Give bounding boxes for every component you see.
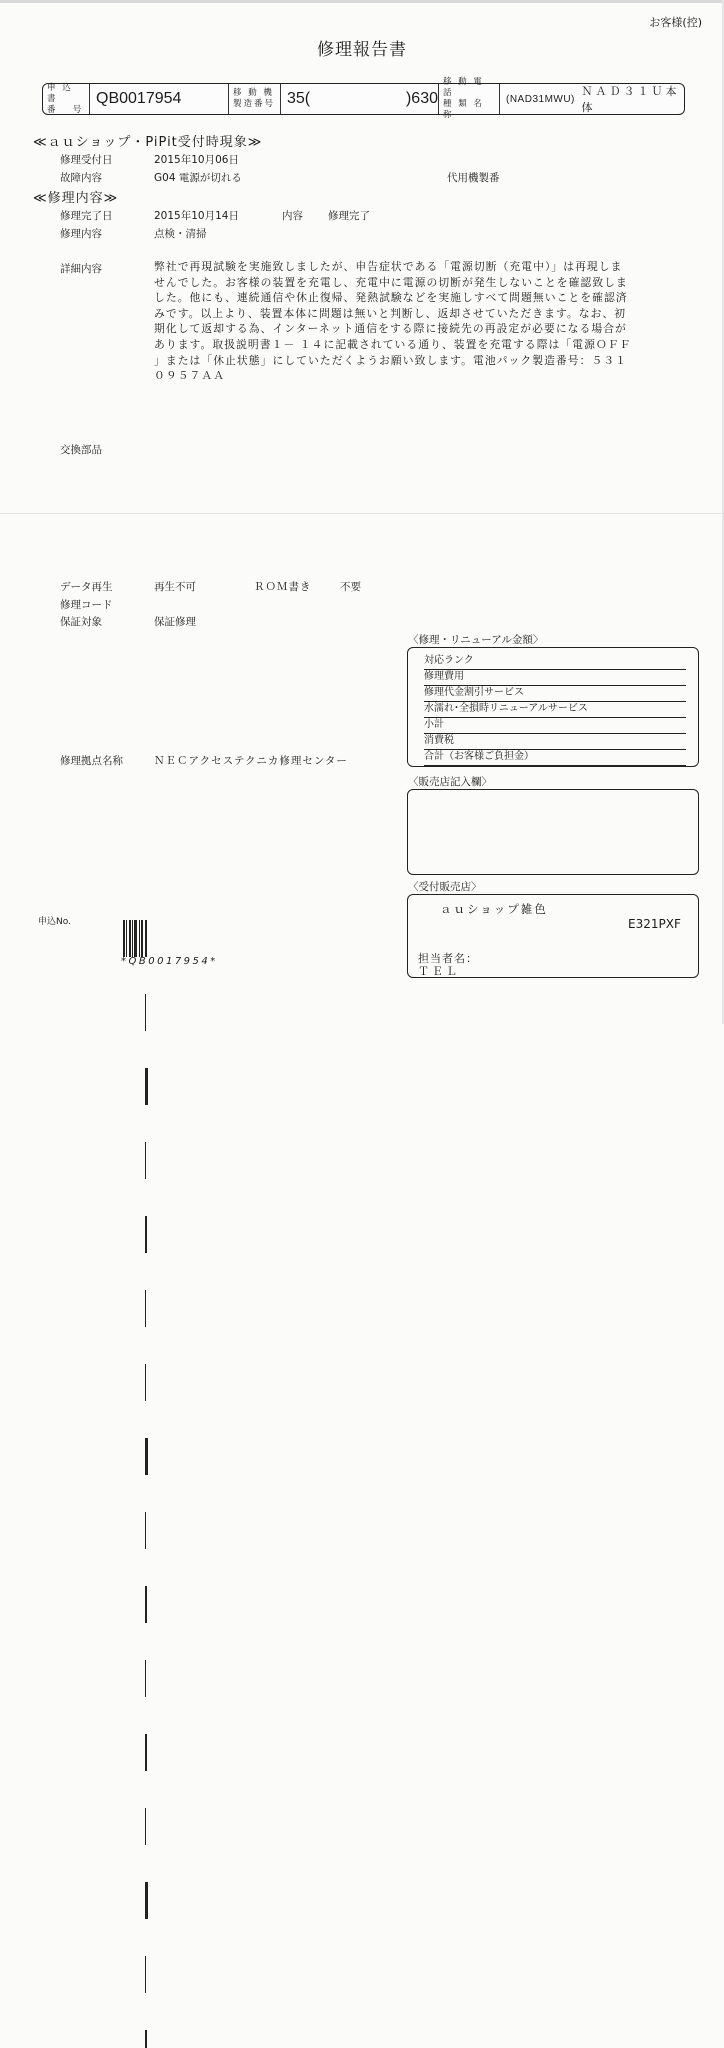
model-label — [439, 77, 500, 120]
price-row-repair-cost: 修理費用 — [424, 670, 686, 686]
price-row-rank: 対応ランク — [424, 654, 686, 670]
replaced-parts-label: 交換部品 — [60, 444, 102, 456]
shop-entry-title: 〈販売店記入欄〉 — [408, 776, 492, 788]
device-serial-end: )630 — [405, 90, 438, 107]
application-no-footer-label: 申込No. — [38, 917, 71, 927]
price-row-discount: 修理代金割引サービス — [424, 686, 686, 702]
repair-site-label: 修理拠点名称 — [60, 755, 123, 767]
fault-value: G04 電源が切れる — [154, 172, 242, 184]
application-no-value: QB0017954 — [90, 84, 229, 114]
detail-label: 詳細内容 — [60, 263, 102, 275]
shop-entry-box — [407, 789, 699, 875]
repair-content-label: 修理内容 — [60, 228, 102, 240]
model-label-line2: 種 類 名 称 — [443, 99, 484, 120]
shop-name: ａｕショップ雑色 — [440, 902, 548, 916]
detail-line: 弊社で再現試験を実施致しましたが、申告症状である「電源切断（充電中）」は再現しま — [154, 260, 623, 273]
detail-line: 」または「休止状態」にしていただくようお願い致します。電池パック製造番号：５３１ — [154, 353, 628, 367]
repair-code-label: 修理コード — [60, 599, 113, 611]
model-value — [500, 84, 684, 114]
price-row-total: 合計（お客様ご負担金） — [424, 750, 686, 766]
barcode-text: *QB0017954* — [121, 956, 218, 967]
application-no-label-line2: 番 号 — [47, 104, 84, 115]
detail-line: ０９５７ＡＡ — [154, 369, 226, 383]
document-title: 修理報告書 — [317, 40, 407, 60]
data-play-label: データ再生 — [60, 581, 113, 593]
device-serial-label-line1: 移 動 機 — [233, 88, 274, 98]
application-no-label — [43, 84, 90, 114]
price-box-title: 〈修理・リニューアル金額〉 — [408, 634, 544, 646]
rom-write-label: ＲＯＭ書き — [254, 581, 312, 593]
paper-fold-line — [0, 513, 724, 514]
detail-text — [154, 259, 674, 384]
warranty-value: 保証修理 — [154, 616, 196, 628]
device-serial-start: 35( — [287, 90, 311, 107]
scan-edge — [0, 0, 724, 3]
price-row-tax: 消費税 — [424, 734, 686, 750]
model-name: ＮＡＤ３１Ｕ本体 — [581, 86, 680, 114]
detail-line: 期化して返却する為、インターネット通信をする際に接続先の再設定が必要になる場合が — [154, 322, 627, 336]
device-serial-label-line2: 製造番号 — [233, 99, 276, 109]
application-no-label-line1: 申 込 書 — [47, 82, 73, 104]
content-label: 内容 — [282, 210, 303, 222]
detail-line: あります。取扱説明書１－ １４に記載されている通り、装置を充電する際は「電源ＯＦＦ — [154, 337, 632, 351]
completed-date-value: 2015年10月14日 — [154, 210, 239, 222]
shop-code: E321PXF — [628, 917, 681, 931]
received-date-label: 修理受付日 — [60, 154, 113, 166]
receiving-shop-box — [407, 894, 699, 978]
model-label-line1: 移 動 電 話 — [443, 77, 484, 98]
repair-site-value: ＮＥＣアクセステクニカ修理センター — [154, 755, 348, 767]
price-box — [407, 647, 699, 767]
completed-date-label: 修理完了日 — [60, 210, 113, 222]
received-date-value: 2015年10月06日 — [154, 154, 239, 166]
device-serial-label — [229, 84, 281, 114]
reception-section-title: ≪ａｕショップ・PiPit受付時現象≫ — [33, 135, 263, 150]
repair-section-title: ≪修理内容≫ — [33, 191, 119, 206]
header-info-box — [42, 77, 685, 120]
loaner-serial-label: 代用機製番 — [447, 172, 500, 184]
customer-copy-label: お客様(控) — [649, 16, 702, 29]
content-value: 修理完了 — [328, 210, 370, 222]
barcode — [123, 920, 233, 957]
repair-content-value: 点検・清掃 — [154, 228, 207, 240]
tel-label: ＴＥＬ — [418, 965, 460, 978]
price-row-subtotal: 小計 — [424, 718, 686, 734]
price-row-renewal: 水濡れ･全損時リニューアルサービス — [424, 702, 686, 718]
fault-label: 故障内容 — [60, 172, 102, 184]
receiving-shop-title: 〈受付販売店〉 — [408, 881, 482, 893]
detail-line: みです。以上より、装置本体に問題は無いと判断し、返却させていただきます。なお、初 — [154, 306, 627, 320]
detail-line: した。他にも、連続通信や休止復帰、発熱試験などを実施しすべて問題無いことを確認済 — [154, 291, 628, 305]
staff-name-label: 担当者名： — [418, 952, 478, 965]
detail-line: せんでした。お客様の装置を充電し、充電中に電源の切断が発生しないことを確認致しま — [154, 275, 628, 289]
model-code: (NAD31MWU) — [506, 93, 575, 105]
data-play-value: 再生不可 — [154, 581, 196, 593]
warranty-label: 保証対象 — [60, 616, 102, 628]
device-serial-value — [281, 84, 439, 114]
rom-write-value: 不要 — [340, 581, 361, 593]
